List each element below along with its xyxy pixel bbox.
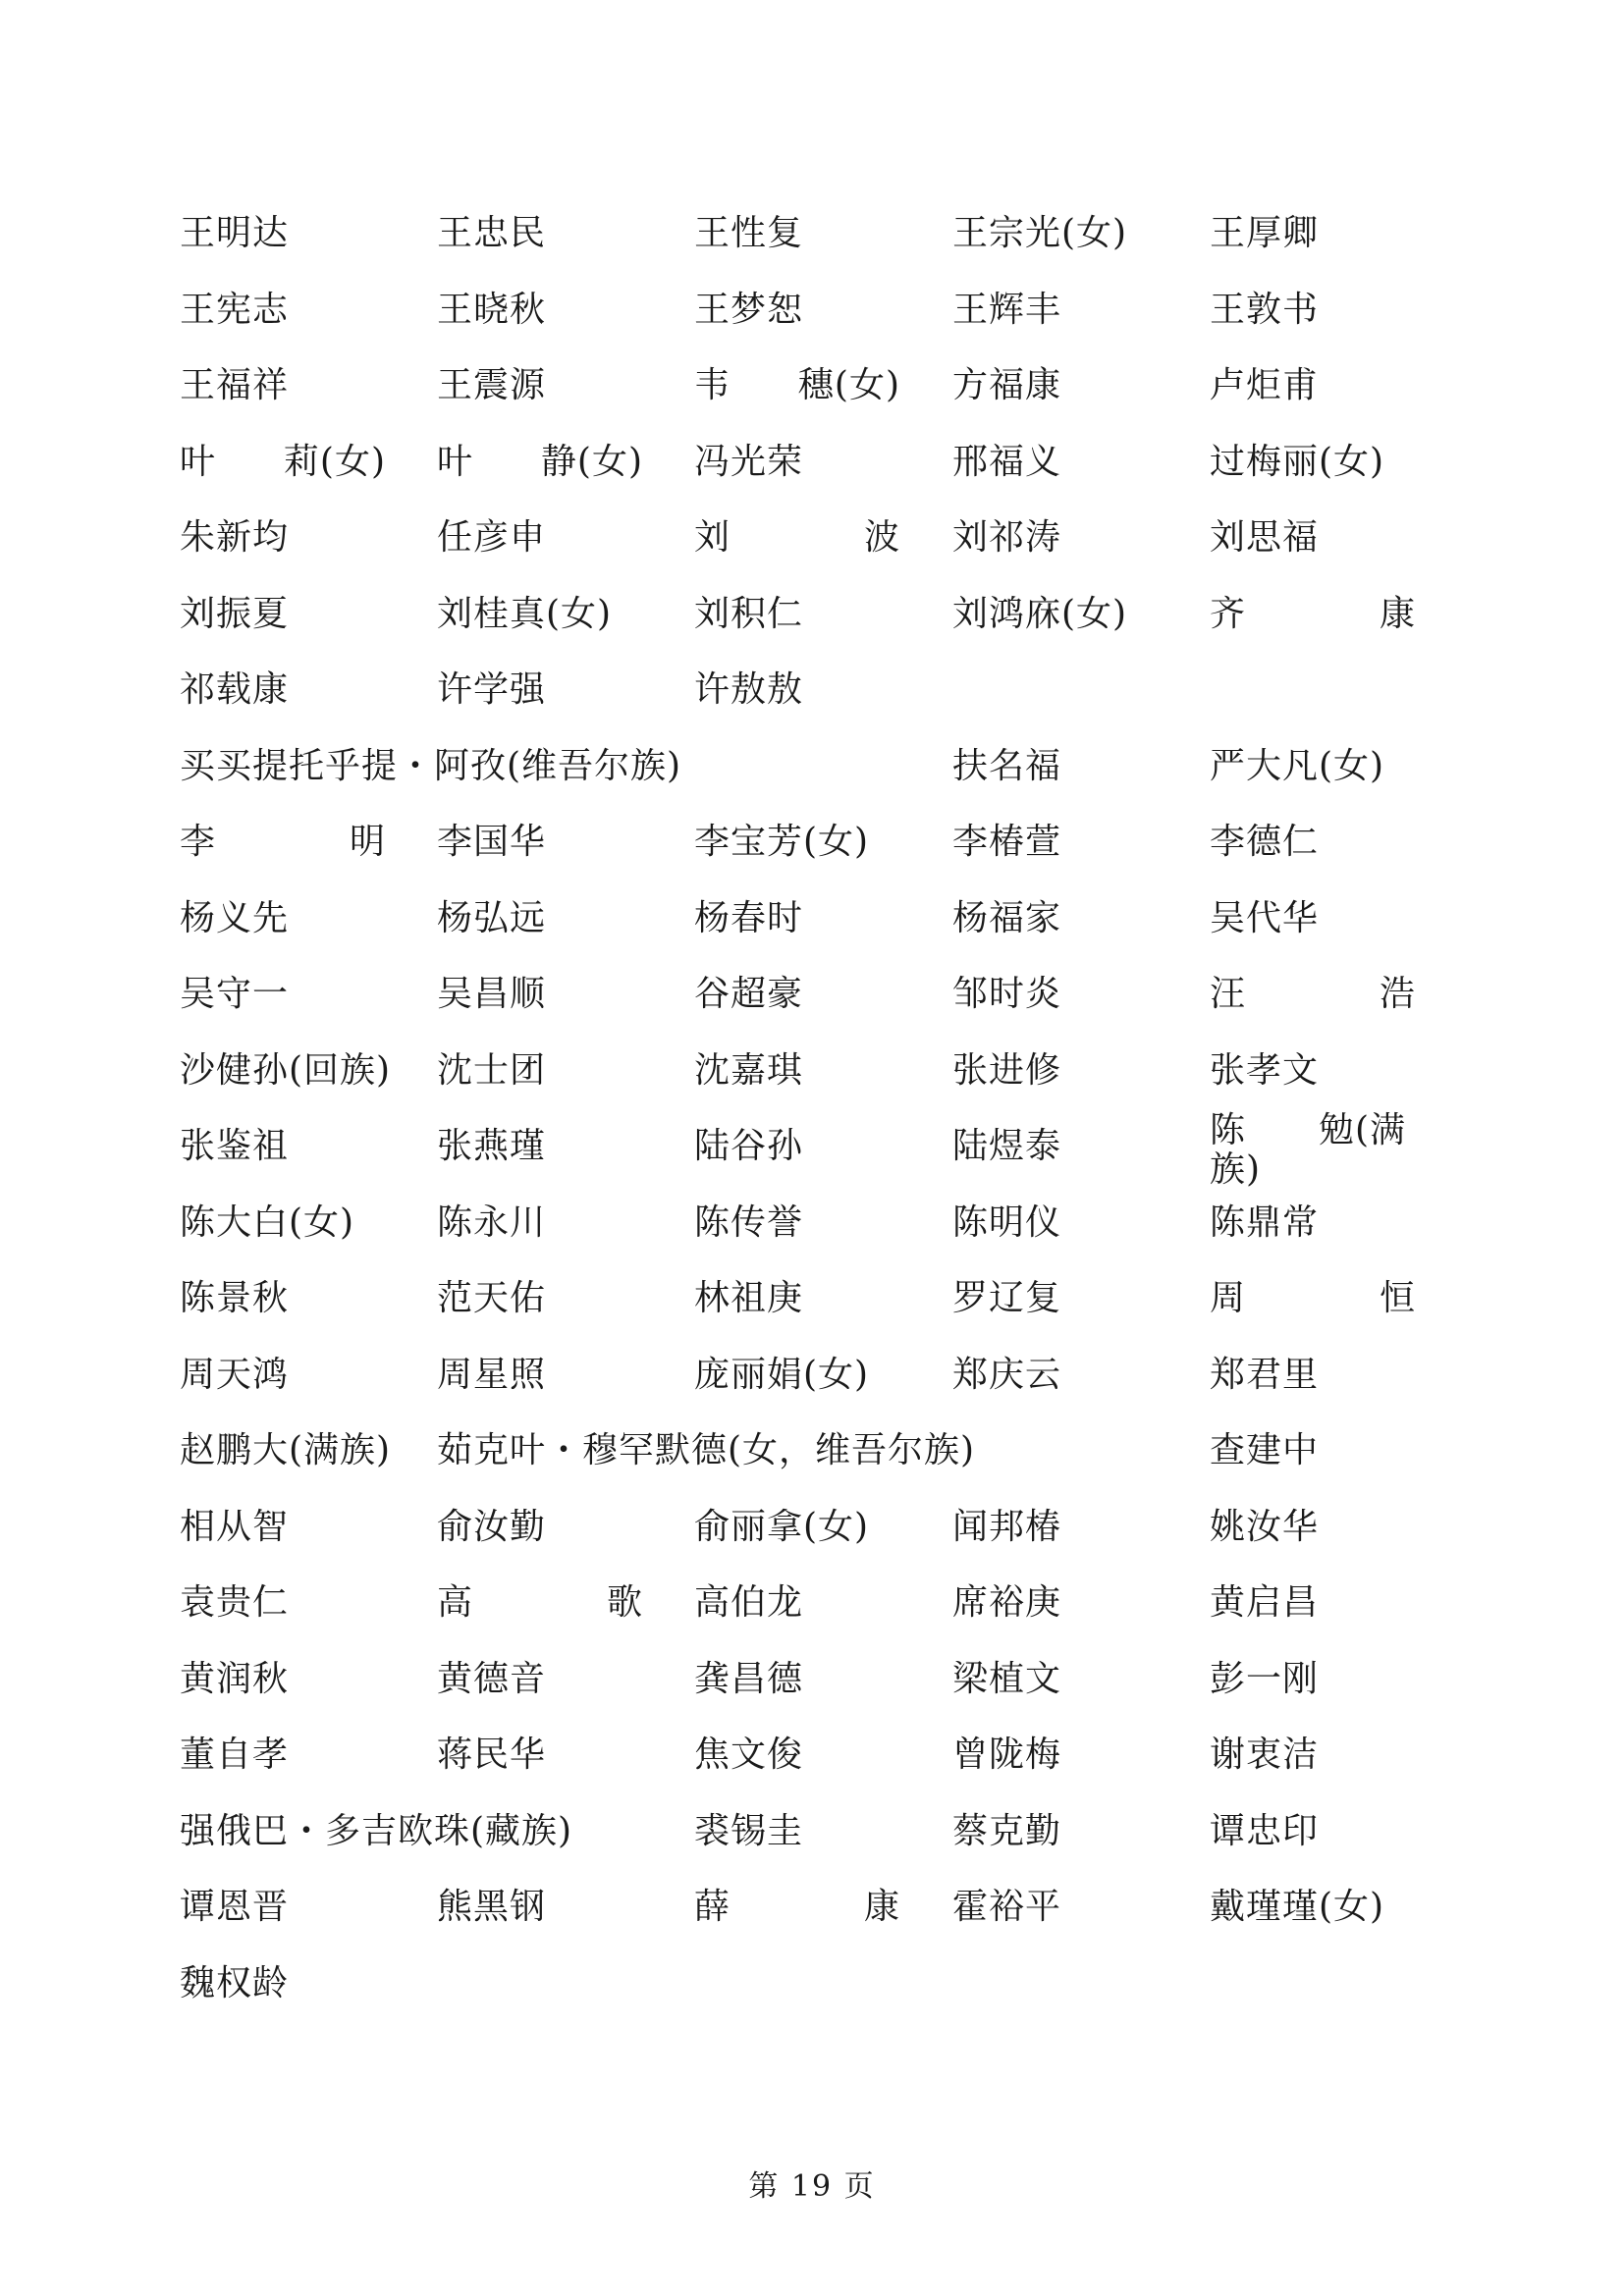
name-entry: 黄润秋 — [180, 1658, 290, 1699]
name-entry: 陈永川 — [437, 1201, 547, 1243]
name-entry: 谷超豪 — [694, 974, 804, 1014]
name-entry: 郑君里 — [1210, 1354, 1320, 1395]
name-entry: 杨福家 — [952, 897, 1062, 938]
name-entry: 王忠民 — [437, 213, 547, 253]
name-entry: 邹时炎 — [952, 974, 1062, 1014]
name-entry: 周天鸿 — [180, 1354, 290, 1395]
name-entry: 吴守一 — [180, 974, 290, 1014]
name-entry: 谭恩晋 — [180, 1887, 290, 1927]
name-entry: 强俄巴・多吉欧珠(藏族) — [180, 1810, 573, 1851]
name-row — [180, 1728, 1456, 1804]
name-row — [180, 1110, 1456, 1196]
name-entry: 刘祁涛 — [952, 517, 1062, 558]
name-entry: 周星照 — [437, 1354, 547, 1395]
name-entry: 杨春时 — [694, 897, 804, 938]
name-entry: 张进修 — [952, 1049, 1062, 1091]
name-row — [180, 1880, 1456, 1956]
name-entry: 刘振夏 — [180, 593, 290, 634]
name-entry: 查建中 — [1210, 1430, 1320, 1470]
name-row — [180, 967, 1456, 1043]
name-entry: 过梅丽(女) — [1210, 441, 1385, 482]
name-entry: 刘桂真(女) — [437, 593, 613, 634]
name-row — [180, 510, 1456, 587]
name-entry: 相从智 — [180, 1506, 290, 1547]
name-entry: 叶 莉(女) — [180, 441, 386, 482]
name-entry: 俞汝勤 — [437, 1506, 547, 1547]
name-entry: 刘鸿庥(女) — [952, 593, 1128, 634]
name-row — [180, 1043, 1456, 1120]
name-entry: 沙健孙(回族) — [180, 1049, 392, 1091]
name-entry: 张鉴祖 — [180, 1126, 290, 1166]
name-entry: 张孝文 — [1210, 1049, 1320, 1091]
name-entry: 焦文俊 — [694, 1735, 804, 1775]
name-entry: 任彦申 — [437, 517, 547, 558]
name-entry: 陈大白(女) — [180, 1201, 355, 1243]
name-entry: 朱新均 — [180, 517, 290, 558]
name-entry: 李国华 — [437, 822, 547, 862]
name-entry: 林祖庚 — [694, 1278, 804, 1318]
name-row — [180, 206, 1456, 283]
name-entry: 席裕庚 — [952, 1582, 1062, 1623]
name-entry: 叶 静(女) — [437, 441, 643, 482]
name-row — [180, 358, 1456, 435]
name-entry: 黄启昌 — [1210, 1582, 1320, 1623]
name-entry: 沈嘉琪 — [694, 1049, 804, 1091]
name-entry: 高 歌 — [437, 1582, 643, 1623]
name-entry: 王晓秋 — [437, 289, 547, 330]
name-entry: 袁贵仁 — [180, 1582, 290, 1623]
name-row — [180, 1652, 1456, 1729]
name-entry: 祁载康 — [180, 669, 290, 710]
name-entry: 霍裕平 — [952, 1887, 1062, 1927]
name-entry: 薛 康 — [694, 1887, 900, 1927]
name-entry: 许敖敖 — [694, 669, 804, 710]
name-entry: 严大凡(女) — [1210, 745, 1385, 786]
page-number: 第 19 页 — [748, 2169, 876, 2204]
name-entry: 李宝芳(女) — [694, 822, 870, 862]
name-entry: 陈传誉 — [694, 1201, 804, 1243]
name-row — [180, 1500, 1456, 1576]
name-entry: 黄德音 — [437, 1658, 547, 1699]
name-row — [180, 739, 1456, 816]
name-entry: 扶名福 — [952, 745, 1062, 786]
name-entry: 刘思福 — [1210, 517, 1320, 558]
name-row — [180, 587, 1456, 664]
name-entry: 王敦书 — [1210, 289, 1320, 330]
name-entry: 汪 浩 — [1210, 974, 1416, 1014]
name-entry: 陈景秋 — [180, 1278, 290, 1318]
name-entry: 罗辽复 — [952, 1278, 1062, 1318]
name-entry: 沈士团 — [437, 1049, 547, 1091]
name-entry: 范天佑 — [437, 1278, 547, 1318]
name-entry: 王性复 — [694, 213, 804, 253]
name-entry: 熊黑钢 — [437, 1887, 547, 1927]
name-entry: 王明达 — [180, 213, 290, 253]
name-row — [180, 435, 1456, 511]
name-entry: 陈鼎常 — [1210, 1201, 1320, 1243]
name-entry: 闻邦椿 — [952, 1506, 1062, 1547]
name-entry: 方福康 — [952, 365, 1062, 405]
name-entry: 买买提托乎提・阿孜(维吾尔族) — [180, 745, 682, 786]
name-entry: 谢衷洁 — [1210, 1735, 1320, 1775]
name-entry: 张燕瑾 — [437, 1126, 547, 1166]
name-entry: 王宪志 — [180, 289, 290, 330]
name-row — [180, 1956, 1456, 2033]
name-entry: 蔡克勤 — [952, 1810, 1062, 1851]
name-entry: 俞丽拿(女) — [694, 1506, 870, 1547]
name-entry: 庞丽娟(女) — [694, 1354, 870, 1395]
name-row — [180, 663, 1456, 739]
name-entry: 董自孝 — [180, 1735, 290, 1775]
name-entry: 王震源 — [437, 365, 547, 405]
name-entry: 王梦恕 — [694, 289, 804, 330]
name-entry: 陈 勉(满族) — [1210, 1110, 1407, 1190]
name-entry: 吴昌顺 — [437, 974, 547, 1014]
name-entry: 王宗光(女) — [952, 213, 1128, 253]
name-entry: 王辉丰 — [952, 289, 1062, 330]
name-entry: 龚昌德 — [694, 1658, 804, 1699]
name-entry: 李椿萱 — [952, 822, 1062, 862]
name-entry: 梁植文 — [952, 1658, 1062, 1699]
name-entry: 陈明仪 — [952, 1201, 1062, 1243]
name-list — [180, 206, 1456, 2032]
name-row — [180, 1348, 1456, 1424]
name-row — [180, 1196, 1456, 1272]
name-entry: 谭忠印 — [1210, 1810, 1320, 1851]
name-entry: 邢福义 — [952, 441, 1062, 482]
name-entry: 杨弘远 — [437, 897, 547, 938]
name-entry: 魏权龄 — [180, 1962, 290, 2003]
name-entry: 卢炬甫 — [1210, 365, 1320, 405]
name-entry: 赵鹏大(满族) — [180, 1430, 392, 1470]
name-entry: 冯光荣 — [694, 441, 804, 482]
name-row — [180, 283, 1456, 359]
name-entry: 茹克叶・穆罕默德(女，维吾尔族) — [437, 1430, 976, 1470]
name-entry: 韦 穗(女) — [694, 365, 900, 405]
name-entry: 吴代华 — [1210, 897, 1320, 938]
name-entry: 姚汝华 — [1210, 1506, 1320, 1547]
name-row — [180, 891, 1456, 968]
name-entry: 杨义先 — [180, 897, 290, 938]
name-entry: 曾陇梅 — [952, 1735, 1062, 1775]
name-entry: 郑庆云 — [952, 1354, 1062, 1395]
name-entry: 许学强 — [437, 669, 547, 710]
name-entry: 戴瑾瑾(女) — [1210, 1887, 1385, 1927]
name-row — [180, 1575, 1456, 1652]
name-entry: 周 恒 — [1210, 1278, 1416, 1318]
name-entry: 李 明 — [180, 822, 386, 862]
name-entry: 蒋民华 — [437, 1735, 547, 1775]
name-entry: 李德仁 — [1210, 822, 1320, 862]
name-row — [180, 815, 1456, 891]
name-row — [180, 1423, 1456, 1500]
name-entry: 彭一刚 — [1210, 1658, 1320, 1699]
name-entry: 裘锡圭 — [694, 1810, 804, 1851]
name-entry: 刘积仁 — [694, 593, 804, 634]
name-entry: 刘 波 — [694, 517, 900, 558]
name-entry: 陆煜泰 — [952, 1126, 1062, 1166]
name-entry: 陆谷孙 — [694, 1126, 804, 1166]
name-entry: 齐 康 — [1210, 593, 1416, 634]
name-entry: 王厚卿 — [1210, 213, 1320, 253]
name-entry: 王福祥 — [180, 365, 290, 405]
name-row — [180, 1271, 1456, 1348]
name-entry: 高伯龙 — [694, 1582, 804, 1623]
name-row — [180, 1804, 1456, 1881]
